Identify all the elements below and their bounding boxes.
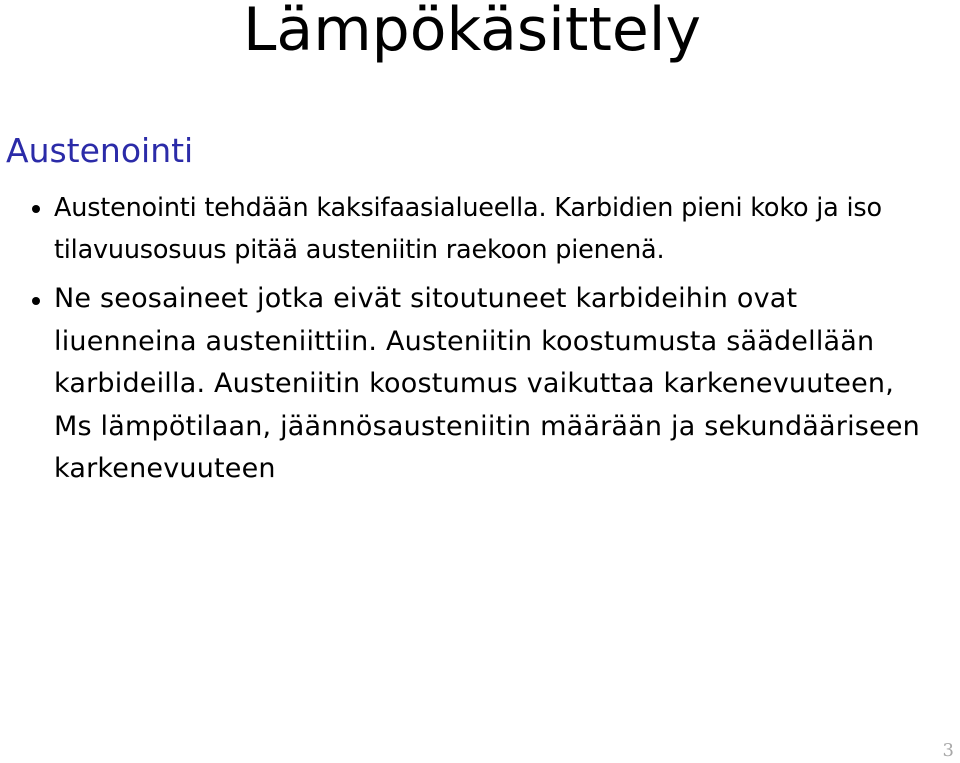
bullet-text: Ne seosaineet jotka eivät sitoutuneet karbideihin ovat liuenneina austeniittiin. Austeniitin koostumusta säädellään karbideilla. Austeniitin koostumus vaikuttaa karkenevuuteen, Ms lämpötilaan, jäännösausteniitin määrään ja sekundääriseen karkenevuuteen: [54, 283, 920, 484]
page-number: 3: [942, 740, 954, 761]
bullet-item: [0, 278, 940, 491]
slide-title: Lämpökäsittely: [243, 0, 701, 65]
section-heading: Austenointi: [6, 131, 194, 170]
bullet-text: Austenointi tehdään kaksifaasialueella. Karbidien pieni koko ja iso tilavuusosuus pitää austeniitin raekoon pienenä.: [54, 193, 882, 265]
bullet-item: [0, 187, 940, 271]
bullet-dot-icon: [32, 205, 40, 213]
bullet-dot-icon: [32, 297, 40, 305]
bullet-list: [0, 187, 940, 491]
